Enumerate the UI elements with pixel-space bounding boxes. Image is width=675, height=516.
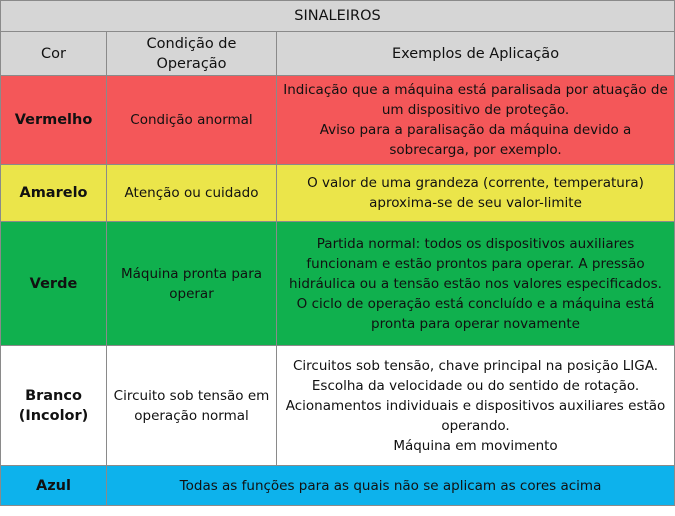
row-condition: Atenção ou cuidado <box>107 165 277 222</box>
header-cor: Cor <box>1 32 107 76</box>
row-condition: Circuito sob tensão em operação normal <box>107 346 277 466</box>
example-line: O valor de uma grandeza (corrente, temperatura) aproxima-se de seu valor-limite <box>307 175 644 211</box>
row-condition-and-examples: Todas as funções para as quais não se aplicam as cores acima <box>107 466 675 506</box>
example-line: Circuitos sob tensão, chave principal na posição LIGA. <box>292 357 659 374</box>
table-row-vermelho <box>1 76 675 165</box>
example-line: O ciclo de operação está concluído e a máquina está pronta para operar novamente <box>296 295 655 332</box>
header-condicao: Condição de Operação <box>107 32 277 76</box>
table-row-amarelo <box>1 165 675 222</box>
example-line: Acionamentos individuais e dispositivos auxiliares estão operando. <box>285 397 666 434</box>
example-line: Máquina em movimento <box>393 437 558 454</box>
table-header-row <box>1 32 675 76</box>
example-line: Indicação que a máquina está paralisada por atuação de um dispositivo de proteção. <box>283 82 668 118</box>
row-examples <box>277 222 675 346</box>
table-title: SINALEIROS <box>1 1 675 32</box>
table-row-azul <box>1 466 675 506</box>
row-color-name: Branco (Incolor) <box>1 346 107 466</box>
row-color-name: Vermelho <box>1 76 107 165</box>
table-title-row <box>1 1 675 32</box>
row-examples <box>277 76 675 165</box>
example-line: Escolha da velocidade ou do sentido de rotação. <box>311 377 640 394</box>
row-condition: Condição anormal <box>107 76 277 165</box>
row-color-name: Verde <box>1 222 107 346</box>
example-line: Aviso para a paralisação da máquina devido a sobrecarga, por exemplo. <box>319 122 632 158</box>
table-row-branco <box>1 346 675 466</box>
row-color-name: Azul <box>1 466 107 506</box>
row-examples <box>277 165 675 222</box>
header-exemplos: Exemplos de Aplicação <box>277 32 675 76</box>
row-condition: Máquina pronta para operar <box>107 222 277 346</box>
row-examples <box>277 346 675 466</box>
example-line: Partida normal: todos os dispositivos auxiliares funcionam e estão prontos para operar. A pressão hidráulica ou a tensão estão nos valores especificados. <box>289 235 662 292</box>
row-color-name: Amarelo <box>1 165 107 222</box>
table-row-verde <box>1 222 675 346</box>
